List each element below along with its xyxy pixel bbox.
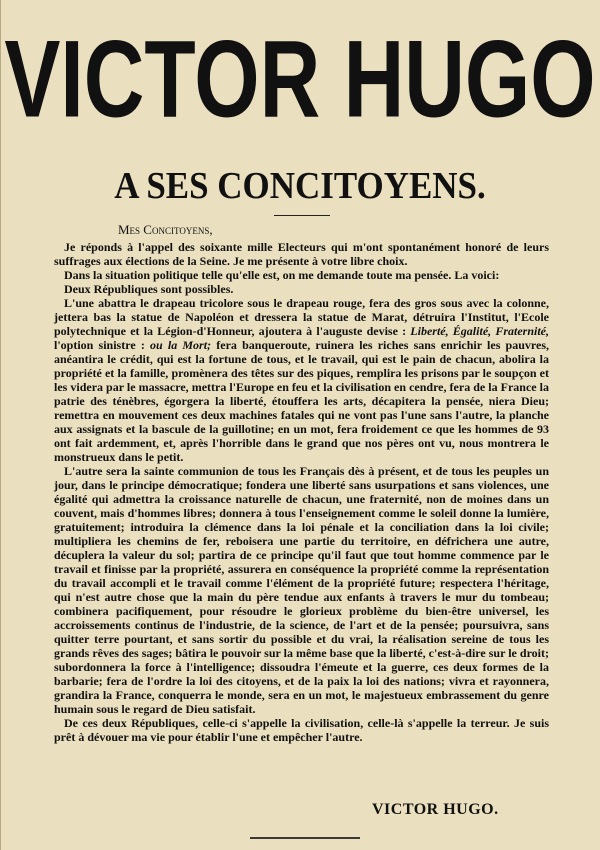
title-divider bbox=[274, 215, 330, 216]
signature: VICTOR HUGO. bbox=[372, 801, 499, 818]
salutation: Mes Concitoyens, bbox=[118, 222, 213, 237]
paragraph-intro: Je réponds à l'appel des soixante mille Electeurs qui m'ont spontanément honoré de leurs suffrages aux élections de la Seine. Je me présente à votre libre choix. bbox=[54, 240, 549, 268]
first-republic-text-b: l'option sinistre : bbox=[54, 338, 145, 352]
poster-body bbox=[54, 240, 549, 744]
paragraph-situation: Dans la situation politique telle qu'elle est, on me demande toute ma pensée. La voici: bbox=[64, 268, 500, 282]
first-republic-text-c: fera banqueroute, ruinera les riches sans enrichir les pauvres, anéantira le crédit, qui est la fortune de tous, et le travail, qui est le pain de chacun, abolira la propriété et la famille, promènera des têtes sur des piques, remplira les prisons par le soupçon et les videra par le massacre, mettra l'Europe en feu et la civilisation en cendre, fera de la France la patrie des ténèbres, égorgera la liberté, étouffera les arts, décapitera la pensée, niera Dieu; remettra en mouvement ces deux machines fatales qui ne vont pas l'une sans l'autre, la planche aux assignats et la bascule de la guillotine; en un mot, fera froidement ce que les hommes de 93 ont fait ardemment, et, après l'horrible dans le grand que nos pères ont vu, nous montrera le monstrueux dans le petit. bbox=[54, 338, 550, 464]
paragraph-first-republic bbox=[54, 296, 549, 464]
republic-motto: Liberté, Égalité, Fraternité, bbox=[410, 324, 550, 338]
printer-imprint-line bbox=[250, 837, 360, 839]
poster-subtitle: A SES CONCITOYENS. bbox=[114, 165, 486, 207]
paragraph-two-republics: Deux Républiques sont possibles. bbox=[64, 282, 234, 296]
sinister-option: ou la Mort; bbox=[150, 338, 212, 352]
first-republic-text-a: L'une abattra le drapeau tricolore sous le drapeau rouge, fera des gros sous avec la colonne, jettera bas la statue de Napoléon et dressera la statue de Marat, détruira l'Institut, l'Ecole polytechnique et la Légion-d'Honneur, ajoutera à l'auguste devise : bbox=[54, 296, 549, 338]
poster-title: VICTOR HUGO bbox=[4, 17, 596, 140]
paragraph-closing: De ces deux Républiques, celle-ci s'appelle la civilisation, celle-là s'appelle la terreur. Je suis prêt à dévouer ma vie pour établir l'une et empêcher l'autre. bbox=[54, 716, 549, 744]
paragraph-second-republic: L'autre sera la sainte communion de tous les Français dès à présent, et de tous les peuples un jour, dans le principe démocratique; fondera une liberté sans usurpations et sans violences, une égalité qui admettra la croissance naturelle de chacun, une fraternité, non de moines dans un couvent, mais d'hommes libres; donnera à tous l'enseignement comme le soleil donne la lumière, gratuitement; introduira la clémence dans la loi pénale et la conciliation dans la loi civile; multipliera les chemins de fer, reboisera une partie du territoire, en défrichera une autre, décuplera la valeur du sol; partira de ce principe qu'il faut que tout homme commence par le travail et finisse par la propriété, assurera en conséquence la propriété comme la représentation du travail accompli et le travail comme l'élément de la propriété future; respectera l'héritage, qui n'est autre chose que la main du père tendue aux enfants à travers le mur du tombeau; combinera pacifiquement, pour résoudre le glorieux problème du bien-être universel, les accroissements continus de l'industrie, de la science, de l'art et de la pensée; poursuivra, sans quitter terre pourtant, et sans sortir du possible et du vrai, la réalisation sereine de tous les grands rêves des sages; bâtira le pouvoir sur la même base que la liberté, c'est-à-dire sur le droit; subordonnera la force à l'intelligence; dissoudra l'émeute et la guerre, ces deux formes de la barbarie; fera de l'ordre la loi des citoyens, et de la paix la loi des nations; vivra et rayonnera, grandira la France, conquerra le monde, sera en un mot, le majestueux embrassement du genre humain sous le regard de Dieu satisfait. bbox=[54, 464, 549, 716]
